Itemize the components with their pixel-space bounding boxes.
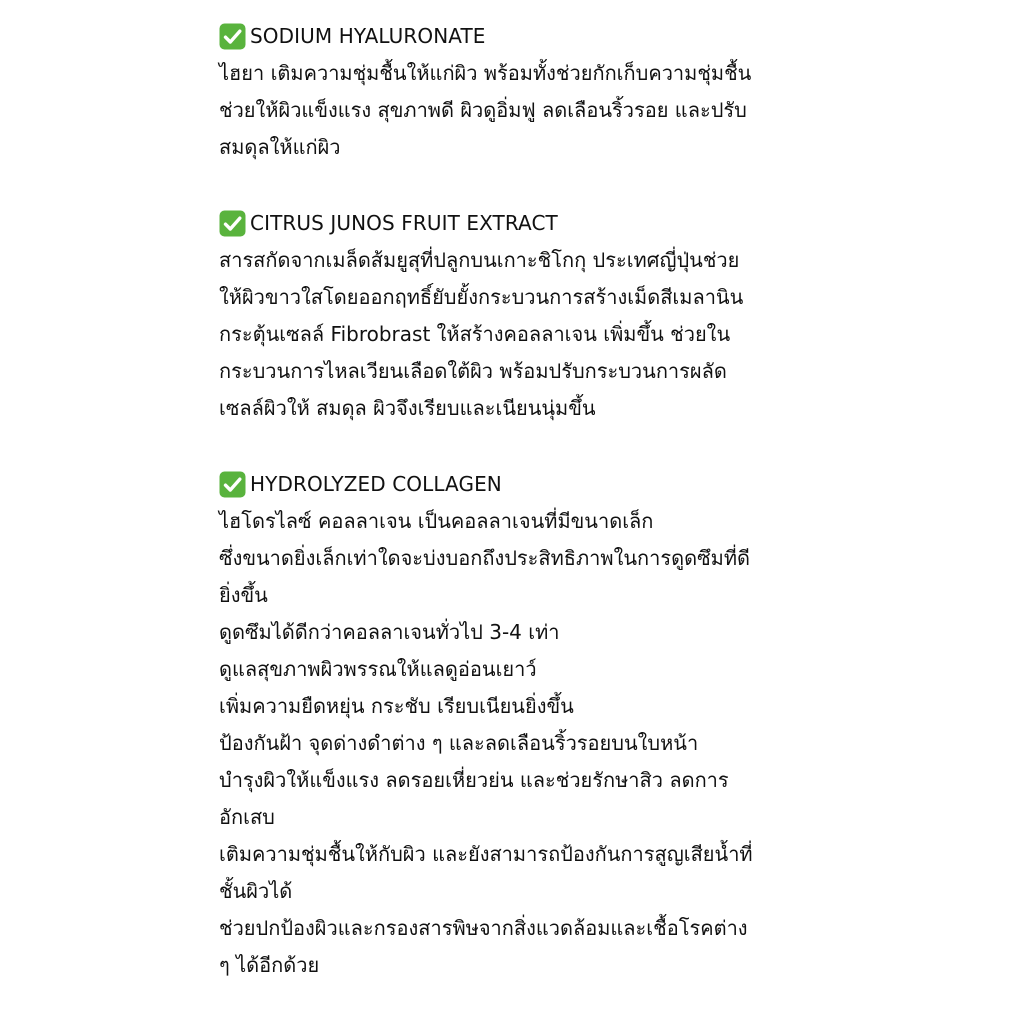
section-heading-text: SODIUM HYALURONATE [250, 24, 486, 48]
body-line: สมดุลให้แก่ผิว [219, 135, 341, 159]
body-line: อักเสบ [219, 805, 275, 829]
body-line: ป้องกันฝ้า จุดด่างดำต่าง ๆ และลดเลือนริ้วรอยบนใบหน้า [219, 731, 699, 755]
body-line: ให้ผิวขาวใสโดยออกฤทธิ์ยับยั้งกระบวนการสร้างเม็ดสีเมลานิน [219, 285, 744, 309]
body-line: เซลล์ผิวให้ สมดุล ผิวจึงเรียบและเนียนนุ่มขึ้น [219, 396, 596, 420]
body-line: บำรุงผิวให้แข็งแรง ลดรอยเหี่ยวย่น และช่วยรักษาสิว ลดการ [219, 768, 729, 792]
check-mark-button-icon [219, 471, 246, 498]
body-line: ยิ่งขึ้น [219, 583, 268, 607]
section-heading [219, 204, 809, 242]
body-line: ช่วยปกป้องผิวและกรองสารพิษจากสิ่งแวดล้อมและเชื้อโรคต่าง [219, 916, 748, 940]
ingredient-document [219, 17, 809, 984]
section-heading-text: CITRUS JUNOS FRUIT EXTRACT [250, 211, 558, 235]
body-line: ชั้นผิวได้ [219, 879, 293, 903]
body-line: ไฮยา เติมความชุ่มชื้นให้แก่ผิว พร้อมทั้งช่วยกักเก็บความชุ่มชื้น [219, 61, 752, 85]
section-heading [219, 17, 809, 55]
body-line: ช่วยให้ผิวแข็งแรง สุขภาพดี ผิวดูอิ่มฟู ลดเลือนริ้วรอย และปรับ [219, 98, 747, 122]
section-hydrolyzed-collagen [219, 465, 809, 984]
check-mark-button-icon [219, 210, 246, 237]
body-line: กระบวนการไหลเวียนเลือดใต้ผิว พร้อมปรับกระบวนการผลัด [219, 359, 727, 383]
body-line: ๆ ได้อีกด้วย [219, 953, 320, 977]
body-line: สารสกัดจากเมล็ดส้มยูสุที่ปลูกบนเกาะชิโกกุ ประเทศญี่ปุ่นช่วย [219, 248, 740, 272]
body-line: ดูดซึมได้ดีกว่าคอลลาเจนทั่วไป 3-4 เท่า [219, 620, 560, 644]
section-citrus-junos [219, 204, 809, 427]
section-heading-text: HYDROLYZED COLLAGEN [250, 472, 502, 496]
body-line: กระตุ้นเซลล์ Fibrobrast ให้สร้างคอลลาเจน เพิ่มขึ้น ช่วยใน [219, 322, 731, 346]
body-line: ดูแลสุขภาพผิวพรรณให้แลดูอ่อนเยาว์ [219, 657, 537, 681]
check-mark-button-icon [219, 23, 246, 50]
body-line: เติมความชุ่มชื้นให้กับผิว และยังสามารถป้องกันการสูญเสียน้ำที่ [219, 842, 753, 866]
section-heading [219, 465, 809, 503]
body-line: เพิ่มความยืดหยุ่น กระชับ เรียบเนียนยิ่งขึ้น [219, 694, 574, 718]
body-line: ซึ่งขนาดยิ่งเล็กเท่าใดจะบ่งบอกถึงประสิทธิภาพในการดูดซึมที่ดี [219, 546, 751, 570]
section-sodium-hyaluronate [219, 17, 809, 166]
body-line: ไฮโดรไลซ์ คอลลาเจน เป็นคอลลาเจนที่มีขนาดเล็ก [219, 509, 654, 533]
